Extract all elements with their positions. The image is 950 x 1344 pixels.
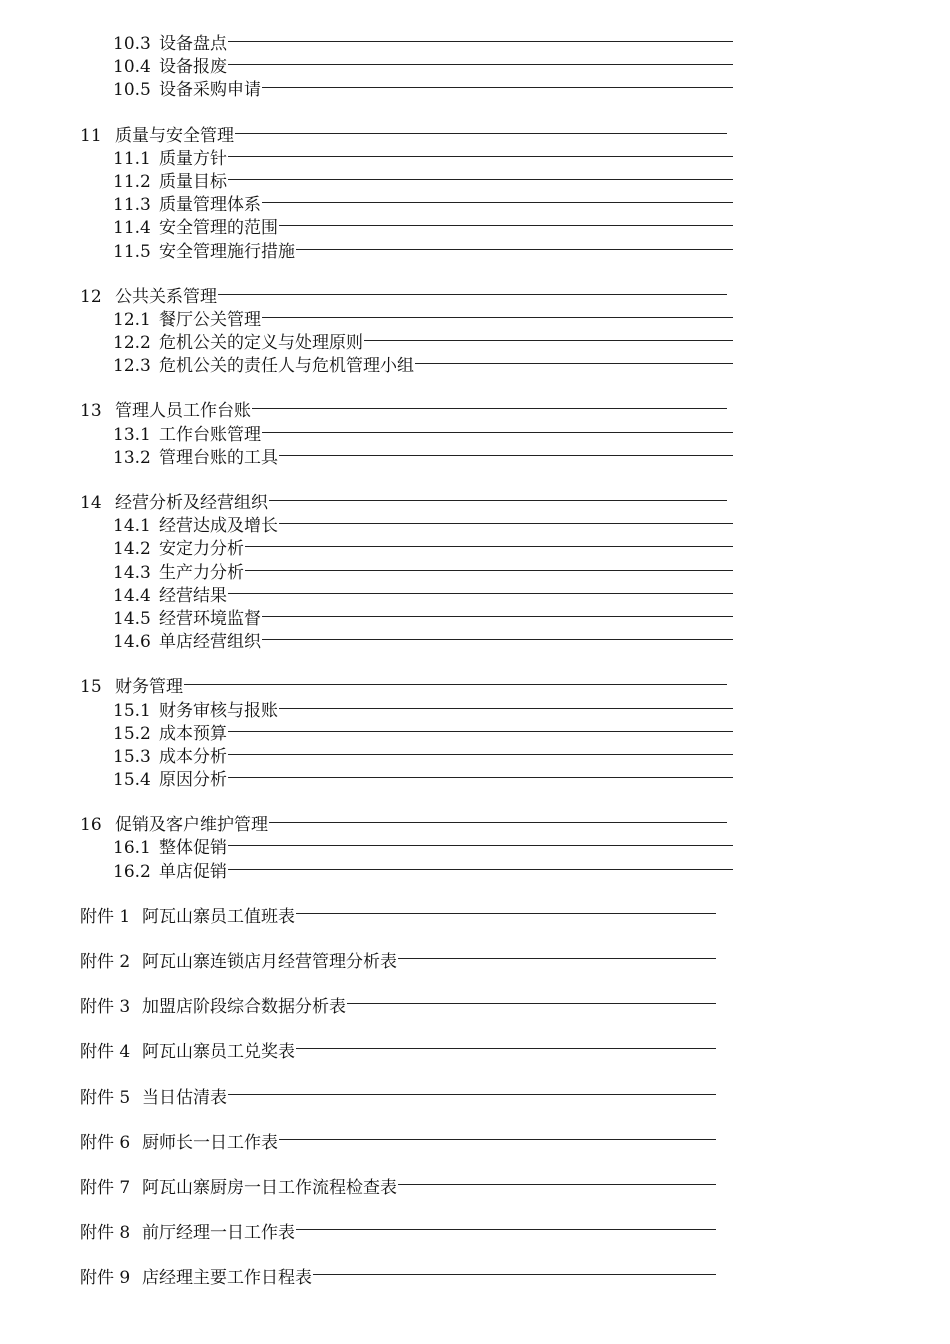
toc-number: 15 — [80, 677, 102, 698]
toc-appendix-8[interactable] — [0, 1222, 716, 1245]
toc-leader — [245, 570, 733, 571]
toc-title: 阿瓦山寨员工值班表 — [142, 906, 295, 927]
toc-subsection-14-4[interactable] — [0, 585, 733, 608]
toc-leader — [262, 87, 733, 88]
toc-leader — [364, 340, 733, 341]
toc-number: 附件 3 — [80, 997, 131, 1018]
toc-number: 14.5 — [113, 608, 151, 629]
toc-subsection-10-4[interactable] — [0, 56, 733, 79]
toc-leader — [415, 363, 733, 364]
toc-number: 附件 7 — [80, 1177, 131, 1198]
toc-leader — [228, 845, 733, 846]
toc-leader — [296, 913, 716, 914]
toc-leader — [279, 1139, 716, 1140]
toc-subsection-16-2[interactable] — [0, 861, 733, 884]
toc-leader — [262, 317, 733, 318]
toc-number: 附件 9 — [80, 1268, 131, 1289]
toc-leader — [279, 708, 733, 709]
toc-title: 管理人员工作台账 — [115, 401, 251, 422]
toc-number: 附件 1 — [80, 906, 131, 927]
toc-subsection-10-3[interactable] — [0, 33, 733, 56]
toc-leader — [269, 822, 727, 823]
toc-subsection-15-4[interactable] — [0, 769, 733, 792]
toc-appendix-5[interactable] — [0, 1087, 716, 1110]
toc-title: 设备采购申请 — [159, 80, 261, 101]
toc-leader — [296, 249, 733, 250]
toc-subsection-11-5[interactable] — [0, 241, 733, 264]
toc-number: 13.2 — [113, 447, 151, 468]
toc-title: 单店促销 — [159, 861, 227, 882]
toc-subsection-13-1[interactable] — [0, 424, 733, 447]
toc-leader — [235, 133, 727, 134]
toc-title: 财务管理 — [115, 677, 183, 698]
toc-number: 16.1 — [113, 838, 151, 859]
toc-title: 前厅经理一日工作表 — [142, 1223, 295, 1244]
toc-section-14[interactable] — [0, 492, 727, 515]
toc-subsection-14-3[interactable] — [0, 562, 733, 585]
toc-subsection-15-3[interactable] — [0, 746, 733, 769]
toc-section-11[interactable] — [0, 125, 727, 148]
toc-title: 当日估清表 — [142, 1087, 227, 1108]
toc-number: 13.1 — [113, 424, 151, 445]
toc-title: 设备盘点 — [159, 34, 227, 54]
toc-leader — [398, 1184, 716, 1185]
toc-title: 生产力分析 — [159, 562, 244, 583]
toc-leader — [228, 754, 733, 755]
toc-appendix-3[interactable] — [0, 996, 716, 1019]
toc-title: 餐厅公关管理 — [159, 309, 261, 330]
toc-leader — [279, 523, 733, 524]
toc-appendix-7[interactable] — [0, 1177, 716, 1200]
toc-title: 阿瓦山寨员工兑奖表 — [142, 1042, 295, 1063]
toc-title: 安定力分析 — [159, 539, 244, 560]
toc-subsection-11-4[interactable] — [0, 217, 733, 240]
toc-leader — [228, 179, 733, 180]
toc-title: 成本预算 — [159, 723, 227, 744]
toc-title: 单店经营组织 — [159, 632, 261, 653]
toc-number: 14.4 — [113, 585, 151, 606]
toc-subsection-10-5[interactable] — [0, 79, 733, 102]
toc-leader — [398, 958, 716, 959]
toc-leader — [262, 616, 733, 617]
toc-subsection-14-6[interactable] — [0, 631, 733, 654]
toc-subsection-11-1[interactable] — [0, 148, 733, 171]
toc-number: 15.2 — [113, 723, 151, 744]
toc-leader — [228, 64, 733, 65]
toc-leader — [279, 455, 733, 456]
toc-subsection-12-2[interactable] — [0, 332, 733, 355]
toc-leader — [347, 1003, 716, 1004]
toc-number: 12.3 — [113, 356, 151, 377]
toc-appendix-6[interactable] — [0, 1132, 716, 1155]
toc-subsection-12-3[interactable] — [0, 355, 733, 378]
toc-number: 14.3 — [113, 562, 151, 583]
toc-number: 附件 5 — [80, 1087, 131, 1108]
toc-number: 附件 4 — [80, 1042, 131, 1063]
toc-leader — [218, 294, 727, 295]
toc-number: 12 — [80, 286, 102, 307]
toc-title: 危机公关的定义与处理原则 — [159, 333, 363, 354]
toc-title: 工作台账管理 — [159, 424, 261, 445]
toc-title: 安全管理施行措施 — [159, 241, 295, 262]
toc-subsection-15-1[interactable] — [0, 700, 733, 723]
table-of-contents — [0, 33, 950, 1291]
toc-title: 阿瓦山寨厨房一日工作流程检查表 — [142, 1177, 397, 1198]
toc-section-15[interactable] — [0, 676, 727, 699]
toc-title: 整体促销 — [159, 838, 227, 859]
toc-number: 11.3 — [113, 195, 151, 216]
toc-leader — [262, 202, 733, 203]
toc-title: 危机公关的责任人与危机管理小组 — [159, 356, 414, 377]
toc-number: 11.4 — [113, 218, 151, 239]
toc-number: 附件 8 — [80, 1223, 131, 1244]
toc-title: 安全管理的范围 — [159, 218, 278, 239]
toc-number: 16.2 — [113, 861, 151, 882]
toc-number: 11.1 — [113, 148, 151, 169]
toc-number: 15.4 — [113, 770, 151, 791]
toc-subsection-11-3[interactable] — [0, 194, 733, 217]
toc-number: 附件 2 — [80, 952, 131, 972]
toc-appendix-1[interactable] — [0, 906, 716, 929]
toc-title: 店经理主要工作日程表 — [142, 1268, 312, 1289]
toc-title: 财务审核与报账 — [159, 700, 278, 721]
toc-leader — [228, 593, 733, 594]
toc-title: 促销及客户维护管理 — [115, 815, 268, 836]
toc-subsection-16-1[interactable] — [0, 837, 733, 860]
toc-leader — [262, 639, 733, 640]
toc-appendix-9[interactable] — [0, 1267, 716, 1290]
toc-leader — [228, 731, 733, 732]
toc-number: 14.2 — [113, 539, 151, 560]
toc-number: 12.1 — [113, 309, 151, 330]
toc-number: 10.5 — [113, 80, 151, 101]
toc-number: 13 — [80, 401, 102, 422]
toc-number: 14.6 — [113, 632, 151, 653]
toc-number: 11.5 — [113, 241, 151, 262]
toc-title: 质量与安全管理 — [115, 125, 234, 146]
toc-subsection-12-1[interactable] — [0, 309, 733, 332]
toc-leader — [245, 546, 733, 547]
toc-title: 经营结果 — [159, 585, 227, 606]
toc-title: 公共关系管理 — [115, 286, 217, 307]
toc-section-12[interactable] — [0, 286, 727, 309]
toc-number: 12.2 — [113, 333, 151, 354]
toc-leader — [228, 777, 733, 778]
toc-number: 11 — [80, 125, 102, 146]
toc-leader — [184, 684, 727, 685]
toc-title: 经营环境监督 — [159, 608, 261, 629]
toc-leader — [313, 1274, 716, 1275]
toc-title: 经营达成及增长 — [159, 516, 278, 537]
toc-leader — [279, 225, 733, 226]
toc-leader — [262, 432, 733, 433]
toc-title: 原因分析 — [159, 770, 227, 791]
toc-number: 10.3 — [113, 34, 151, 54]
toc-number: 16 — [80, 815, 102, 836]
toc-number: 14 — [80, 493, 102, 513]
toc-subsection-13-2[interactable] — [0, 447, 733, 470]
toc-title: 厨师长一日工作表 — [142, 1132, 278, 1153]
toc-leader — [228, 1094, 716, 1095]
toc-leader — [228, 156, 733, 157]
toc-appendix-2[interactable] — [0, 951, 716, 974]
toc-subsection-14-1[interactable] — [0, 515, 733, 538]
toc-leader — [228, 41, 733, 42]
toc-number: 15.3 — [113, 746, 151, 767]
toc-subsection-14-2[interactable] — [0, 538, 733, 561]
toc-subsection-15-2[interactable] — [0, 723, 733, 746]
toc-subsection-11-2[interactable] — [0, 171, 733, 194]
toc-title: 质量目标 — [159, 171, 227, 192]
toc-title: 管理台账的工具 — [159, 447, 278, 468]
toc-title: 成本分析 — [159, 746, 227, 767]
toc-title: 阿瓦山寨连锁店月经营管理分析表 — [142, 952, 397, 972]
toc-number: 14.1 — [113, 516, 151, 537]
toc-title: 经营分析及经营组织 — [115, 493, 268, 513]
toc-leader — [296, 1048, 716, 1049]
toc-number: 附件 6 — [80, 1132, 131, 1153]
toc-number: 15.1 — [113, 700, 151, 721]
toc-leader — [228, 869, 733, 870]
toc-number: 11.2 — [113, 171, 151, 192]
toc-leader — [252, 408, 727, 409]
toc-appendix-4[interactable] — [0, 1041, 716, 1064]
toc-section-16[interactable] — [0, 814, 727, 837]
toc-leader — [296, 1229, 716, 1230]
toc-number: 10.4 — [113, 57, 151, 78]
toc-leader — [269, 500, 727, 501]
toc-title: 质量方针 — [159, 148, 227, 169]
toc-title: 质量管理体系 — [159, 195, 261, 216]
toc-subsection-14-5[interactable] — [0, 608, 733, 631]
toc-title: 设备报废 — [159, 57, 227, 78]
toc-section-13[interactable] — [0, 400, 727, 423]
toc-title: 加盟店阶段综合数据分析表 — [142, 997, 346, 1018]
